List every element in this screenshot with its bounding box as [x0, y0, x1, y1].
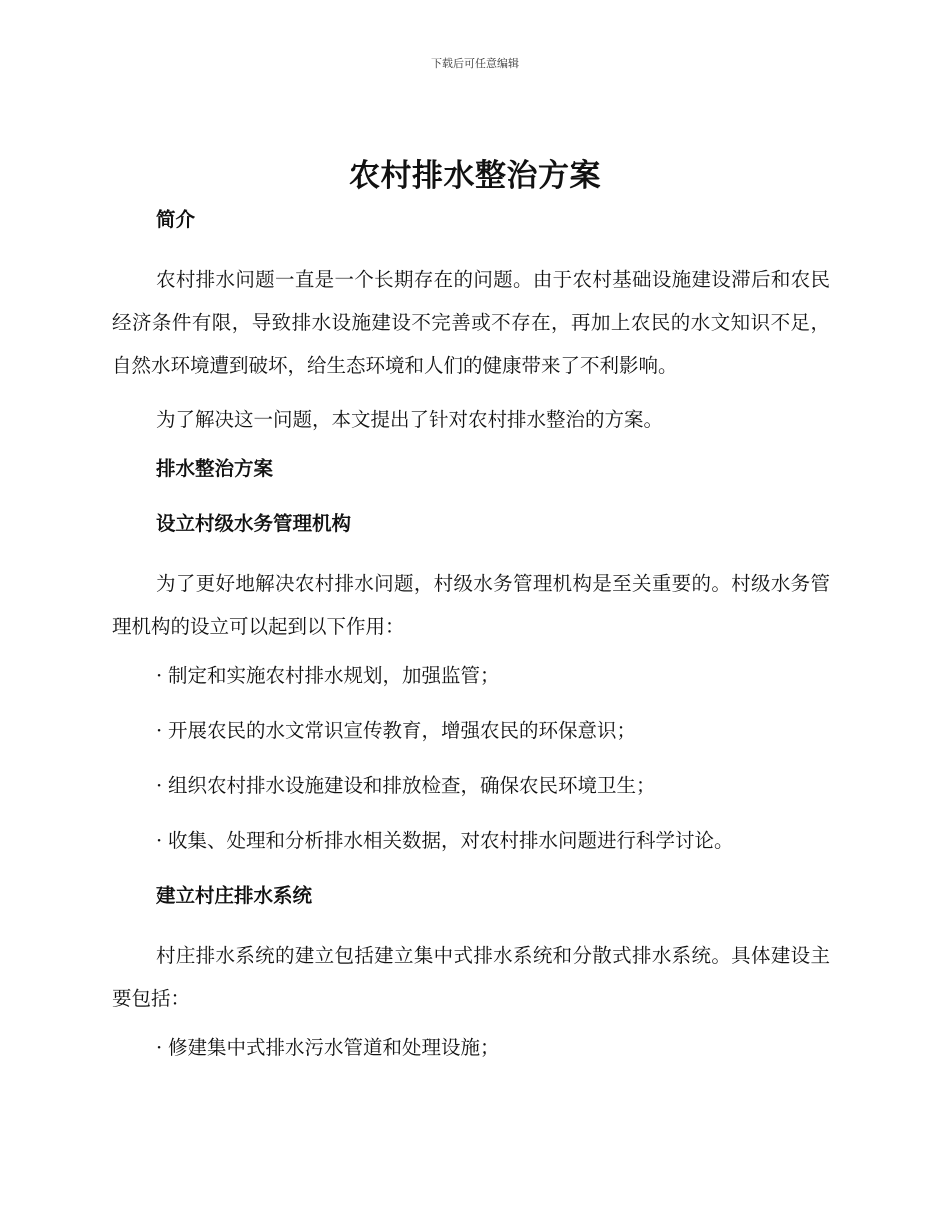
drainage-system-paragraph: 村庄排水系统的建立包括建立集中式排水系统和分散式排水系统。具体建设主要包括：: [112, 944, 830, 1010]
intro-paragraph-2: 为了解决这一问题，本文提出了针对农村排水整治的方案。: [156, 408, 664, 431]
list-item: [112, 659, 830, 693]
list-item-text: 制定和实施农村排水规划，加强监管；: [168, 664, 500, 687]
document-title: 农村排水整治方案: [349, 158, 601, 194]
intro-paragraph-1: 农村排水问题一直是一个长期存在的问题。由于农村基础设施建设滞后和农民经济条件有限，导致排水设施建设不完善或不存在，再加上农民的水文知识不足，自然水环境遭到破坏，给生态环境和人们的健康带来了不利影响。: [112, 268, 830, 377]
header-note: 下载后可任意编辑: [431, 57, 519, 70]
list-item-text: 组织农村排水设施建设和排放检查，确保农民环境卫生；: [168, 774, 656, 797]
water-agency-paragraph: 为了更好地解决农村排水问题，村级水务管理机构是至关重要的。村级水务管理机构的设立可以起到以下作用：: [112, 572, 830, 638]
bullet-marker: ·: [156, 1036, 163, 1059]
list-item-text: 修建集中式排水污水管道和处理设施；: [168, 1036, 500, 1059]
section-heading-plan: 排水整治方案: [156, 457, 274, 480]
subsection-heading-water-agency: 设立村级水务管理机构: [156, 512, 352, 535]
list-item-text: 收集、处理和分析排水相关数据，对农村排水问题进行科学讨论。: [168, 829, 734, 852]
list-item: [112, 824, 830, 858]
bullet-marker: ·: [156, 829, 163, 852]
section-heading-intro: 简介: [156, 208, 196, 231]
document-body: [112, 203, 830, 1086]
list-item: [112, 714, 830, 748]
bullet-marker: ·: [156, 774, 163, 797]
list-item: [112, 769, 830, 803]
bullet-marker: ·: [156, 664, 163, 687]
subsection-heading-drainage-system: 建立村庄排水系统: [156, 884, 313, 907]
list-item-text: 开展农民的水文常识宣传教育，增强农民的环保意识；: [168, 719, 637, 742]
bullet-marker: ·: [156, 719, 163, 742]
list-item: [112, 1031, 830, 1065]
